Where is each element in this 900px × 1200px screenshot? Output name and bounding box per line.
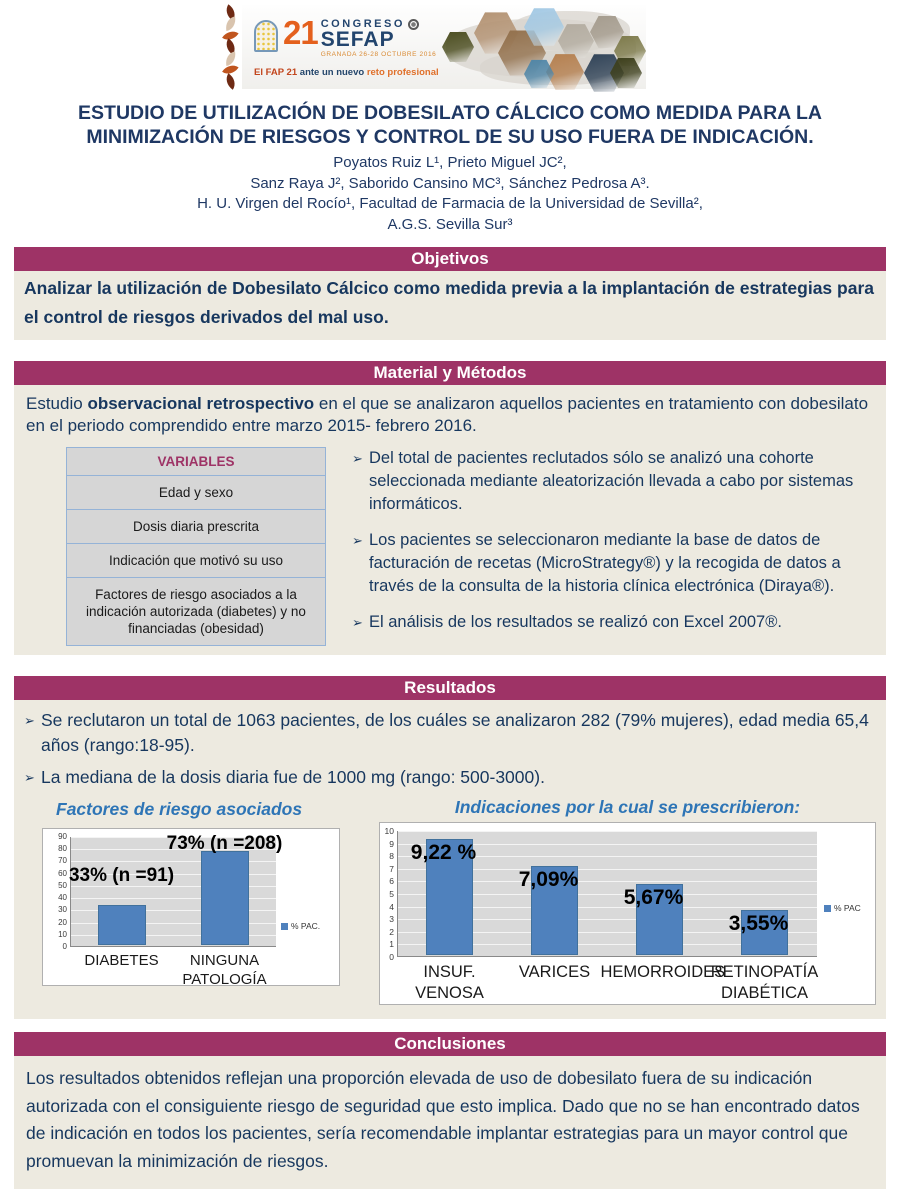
affiliations-line-1: H. U. Virgen del Rocío¹, Facultad de Farmacia de la Universidad de Sevilla², — [197, 195, 703, 212]
mosaic-border-decoration — [218, 5, 242, 89]
section-header-conclusiones: Conclusiones — [14, 1032, 886, 1056]
y-axis-tick-label: 0 — [389, 952, 394, 962]
section-resultados — [14, 676, 886, 1019]
variables-table-row: Factores de riesgo asociados a la indicación autorizada (diabetes) y no financiadas (obesidad) — [67, 578, 326, 646]
bullet-item: ➢ Los pacientes se seleccionaron mediante la base de datos de facturación de recetas (MicroStrategy®) y la recogida de datos a través de la consulta de la historia clínica electrónica (Diraya®). — [352, 529, 874, 598]
category-label: VARICES — [518, 963, 591, 981]
congress-number: 21 — [283, 14, 318, 51]
sefap-wordmark: SEFAP — [320, 28, 395, 51]
variables-table-header: VARIABLES — [67, 448, 326, 476]
intro-prefix: Estudio — [26, 394, 88, 413]
congress-tagline — [254, 67, 440, 78]
authors-block — [0, 153, 900, 235]
risk-factors-chart-title: Factores de riesgo asociados — [56, 799, 303, 819]
indications-bar-chart — [379, 822, 876, 1005]
alhambra-emblem-icon — [254, 20, 278, 52]
section-header-resultados: Resultados — [14, 676, 886, 700]
congress-location-date: GRANADA 26-28 OCTUBRE 2016 — [320, 51, 437, 58]
variables-table-row: Dosis diaria prescrita — [67, 510, 326, 544]
bar-data-label: 7,09% — [518, 867, 579, 891]
y-axis-tick-label: 90 — [58, 832, 67, 841]
category-label: HEMORROIDES — [600, 963, 726, 981]
legend-swatch — [824, 905, 831, 912]
bullet-item: ➢ El análisis de los resultados se realizó con Excel 2007®. — [352, 611, 874, 634]
congreso-wordmark: CONGRESO — [320, 18, 405, 30]
intro-suffix: en el que se analizaron aquellos pacientes en tratamiento con dobesilato en el periodo comprendido entre marzo 2015- febrero 2016. — [26, 394, 869, 435]
y-axis-tick-label: 7 — [389, 863, 394, 874]
y-axis-tick-label: 8 — [389, 851, 394, 862]
y-axis-tick-label: 70 — [58, 856, 67, 866]
affiliations-line-2: A.G.S. Sevilla Sur³ — [387, 215, 513, 233]
tagline-part-2: ante un nuevo — [299, 67, 365, 78]
y-axis-tick-label: 10 — [384, 826, 394, 836]
y-axis-tick-label: 80 — [58, 844, 67, 854]
gridline — [398, 831, 817, 832]
section-header-objetivos: Objetivos — [14, 247, 886, 271]
bullet-item: ➢ La mediana de la dosis diaria fue de 1000 mg (rango: 500-3000). — [24, 765, 876, 790]
variables-table-row: Indicación que motivó su uso — [67, 544, 326, 578]
legend-label: % PAC — [834, 903, 861, 913]
section-objetivos — [14, 247, 886, 340]
tagline-part-1: El FAP 21 — [254, 67, 298, 78]
y-axis-tick-label: 4 — [389, 901, 394, 912]
bar-data-label: 9,22 % — [410, 840, 477, 864]
authors-line-2: Sanz Raya J², Saborido Cansino MC³, Sánchez Pedrosa A³. — [250, 174, 650, 192]
poster-title: ESTUDIO DE UTILIZACIÓN DE DOBESILATO CÁLCICO COMO MEDIDA PARA LA MINIMIZACIÓN DE RIESGOS Y CONTROL DE SU USO FUERA DE INDICACIÓN. — [78, 102, 822, 148]
category-label: DIABETES — [84, 952, 159, 969]
y-axis-tick-label: 10 — [58, 929, 67, 939]
y-axis-tick-label: 9 — [389, 838, 394, 849]
variables-table-row: Edad y sexo — [67, 476, 326, 510]
variables-table — [66, 447, 326, 646]
category-label: INSUF. VENOSA — [415, 963, 484, 1002]
section-conclusiones — [14, 1032, 886, 1189]
y-axis-tick-label: 50 — [58, 880, 67, 890]
y-axis-tick-label: 0 — [62, 942, 67, 951]
y-axis-tick-label: 5 — [389, 889, 394, 899]
bar-data-label: 3,55% — [728, 912, 789, 936]
y-axis-tick-label: 3 — [389, 914, 394, 925]
bullet-item: ➢ Se reclutaron un total de 1063 pacientes, de los cuáles se analizaron 282 (79% mujeres), edad media 65,4 años (rango:18-95). — [24, 708, 876, 758]
mosaic-leaf — [221, 73, 238, 90]
legend-label: % PAC. — [291, 921, 321, 931]
bar-diabetes — [98, 905, 146, 945]
chart-legend — [281, 921, 320, 931]
legend-swatch — [281, 923, 288, 930]
category-label: RETINOPATÍA DIABÉTICA — [710, 963, 819, 1002]
bullet-item: ➢ Del total de pacientes reclutados sólo se analizó una cohorte seleccionada mediante aleatorización llevada a cabo por sistemas informáticos. — [352, 447, 874, 516]
results-bullet-list — [24, 708, 876, 790]
bar-data-label: 33% (n =91) — [68, 864, 175, 886]
section-material-metodos — [14, 361, 886, 655]
risk-factors-bar-chart — [42, 828, 340, 986]
mosaic-leaf — [223, 17, 237, 32]
y-axis-tick-label: 40 — [58, 893, 67, 903]
bar-ninguna-patolog-a — [201, 851, 249, 945]
methods-intro-text — [26, 393, 874, 436]
mosaic-leaf — [223, 51, 237, 66]
sefap-congress-logo — [254, 5, 440, 89]
y-axis-tick-label: 1 — [389, 939, 394, 950]
y-axis-tick-label: 6 — [389, 876, 394, 887]
granada-photo-collage — [440, 5, 646, 89]
bar-data-label: 5,67% — [623, 885, 684, 909]
sefap-circle-icon — [408, 19, 419, 30]
chart-legend — [824, 903, 861, 913]
category-label: NINGUNA PATOLOGÍA — [182, 952, 267, 988]
intro-bold: observacional retrospectivo — [87, 394, 315, 413]
bar-data-label: 73% (n =208) — [166, 832, 283, 854]
y-axis-tick-label: 2 — [389, 926, 394, 937]
authors-line-1: Poyatos Ruiz L¹, Prieto Miguel JC², — [333, 154, 567, 171]
y-axis-tick-label: 20 — [58, 917, 67, 927]
indications-chart-title: Indicaciones por la cual se prescribieron: — [454, 797, 801, 817]
y-axis-tick-label: 60 — [58, 868, 67, 878]
section-header-material: Material y Métodos — [14, 361, 886, 385]
objetivos-text: Analizar la utilización de Dobesilato Cálcico como medida previa a la implantación de estrategias para el control de riesgos derivados del mal uso. — [14, 271, 886, 340]
conclusiones-text: Los resultados obtenidos reflejan una proporción elevada de uso de dobesilato fuera de su indicación autorizada con el consiguiente riesgo de seguridad que esto implica. Dado que no se han encontrado datos de indicación en todos los pacientes, sería recomendable implantar estrategias para un mayor control que promuevan la minimización de riesgos. — [14, 1056, 886, 1189]
methods-bullet-list — [352, 447, 874, 647]
y-axis-tick-label: 30 — [58, 905, 67, 915]
congress-banner — [218, 5, 646, 89]
tagline-part-3: reto profesional — [366, 67, 439, 78]
